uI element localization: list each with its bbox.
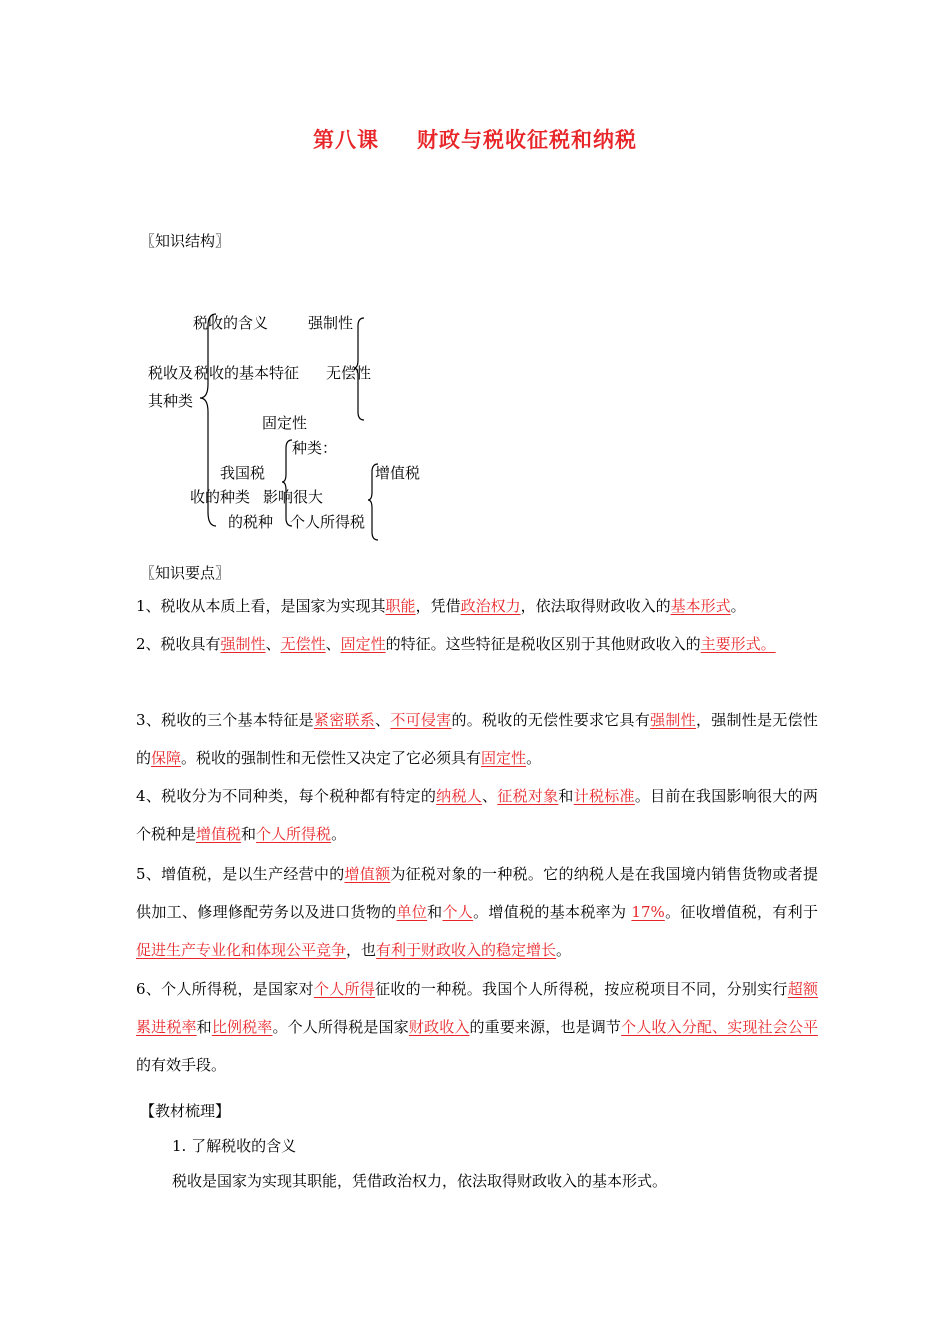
answer-text: 增值税 xyxy=(196,825,242,843)
title-lesson: 第八课 xyxy=(313,128,379,152)
node-vat: 增值税 xyxy=(375,464,421,482)
point-1 xyxy=(136,587,818,625)
point-text: 2、税收具有 xyxy=(136,635,221,653)
node-gratuitous: 无偿性 xyxy=(326,364,372,382)
point-text: 6、个人所得税，是国家对 xyxy=(136,980,314,998)
answer-text: 17% xyxy=(631,903,665,921)
point-text: ，依法取得财政收入的 xyxy=(520,597,671,615)
point-text: 。个人所得税是国家 xyxy=(272,1018,409,1036)
answer-text: 强制性 xyxy=(220,635,266,653)
point-text: 的。税收的无偿性要求它具有 xyxy=(451,711,651,729)
point-text: 和 xyxy=(558,787,574,805)
point-text: ，凭借 xyxy=(415,597,461,615)
node-root-line2: 其种类 xyxy=(148,392,194,410)
answer-text: 不可侵害 xyxy=(390,711,452,729)
answer-text: 有利于财政收入的稳定增长 xyxy=(376,941,557,959)
answer-text: 财政收入 xyxy=(408,1018,470,1036)
node-kinds-line1: 我国税 xyxy=(220,464,266,482)
answer-text: 比例税率 xyxy=(211,1018,273,1036)
point-text: 5、增值税，是以生产经营中的 xyxy=(136,865,345,883)
node-influence: 影响很大 xyxy=(263,488,324,506)
answer-text: 主要形式。 xyxy=(700,635,776,653)
answer-text: 固定性 xyxy=(481,749,527,767)
point-5 xyxy=(136,855,818,969)
answer-text: 增值额 xyxy=(344,865,391,883)
answer-text: 计税标准 xyxy=(573,787,635,805)
point-text: 。 xyxy=(556,941,572,959)
answer-text: 单位 xyxy=(396,903,428,921)
answer-text: 促进生产专业化和体现公平竞争 xyxy=(136,941,347,959)
textbook-item-1-text: 税收是国家为实现其职能，凭借政治权力，依法取得财政收入的基本形式。 xyxy=(172,1172,668,1190)
point-text: 。 xyxy=(730,597,746,615)
brace-kinds xyxy=(280,438,296,528)
point-text: 的重要来源，也是调节 xyxy=(469,1018,622,1036)
point-text: ，也 xyxy=(346,941,377,959)
answer-text: 职能 xyxy=(385,597,416,615)
point-text: 3、税收的三个基本特征是 xyxy=(136,711,314,729)
answer-text: 无偿性 xyxy=(280,635,326,653)
point-text: 和 xyxy=(427,903,443,921)
answer-text: 强制性 xyxy=(650,711,696,729)
point-text: ，强制性是无偿性的 xyxy=(136,711,818,767)
answer-text: 个人 xyxy=(442,903,474,921)
point-text: 和 xyxy=(196,1018,212,1036)
section-textbook-heading: 【教材梳理】 xyxy=(140,1102,231,1120)
node-kinds-line3: 的税种 xyxy=(228,513,274,531)
point-text: 。增值税的基本税率为 xyxy=(473,903,632,921)
answer-text: 政治权力 xyxy=(460,597,521,615)
node-meaning: 税收的含义 xyxy=(193,314,269,332)
answer-text: 固定性 xyxy=(340,635,386,653)
point-text: 、 xyxy=(325,635,341,653)
point-6 xyxy=(136,970,818,1084)
page-title xyxy=(0,124,950,154)
point-2 xyxy=(136,625,818,663)
point-text: 和 xyxy=(241,825,257,843)
point-4 xyxy=(136,777,818,853)
answer-text: 保障 xyxy=(151,749,182,767)
point-text: 、 xyxy=(265,635,281,653)
node-features: 税收的基本特征 xyxy=(194,364,300,382)
answer-text: 纳税人 xyxy=(436,787,483,805)
textbook-item-1: 1. 了解税收的含义 xyxy=(172,1137,297,1155)
node-pit: 个人所得税 xyxy=(290,513,366,531)
point-text: 。目前在我国影响很大的两个税种是 xyxy=(136,787,818,843)
point-text: 为征税对象的一种税。它的纳税人是在我国境内销售货物或者提供加工、修理修配劳务以及进口货物的 xyxy=(136,865,818,921)
node-kinds-line2: 收的种类 xyxy=(190,488,251,506)
point-text: 的特征。这些特征是税收区别于其他财政收入的 xyxy=(385,635,701,653)
point-text: 1、税收从本质上看，是国家为实现其 xyxy=(136,597,386,615)
point-text: 。征收增值税，有利于 xyxy=(664,903,818,921)
brace-features xyxy=(352,316,368,422)
answer-text: 个人所得税 xyxy=(256,825,332,843)
section-points-heading: 〖知识要点〗 xyxy=(140,564,231,582)
node-types: 种类： xyxy=(292,439,338,457)
point-text: 的有效手段。 xyxy=(136,1056,227,1074)
point-text: 。 xyxy=(526,749,542,767)
answer-text: 征税对象 xyxy=(497,787,559,805)
section-structure-heading: 〖知识结构〗 xyxy=(140,232,231,250)
title-topic: 财政与税收征税和纳税 xyxy=(417,128,637,152)
node-fixed: 固定性 xyxy=(262,414,308,432)
point-text: 。 xyxy=(331,825,347,843)
point-text: 4、税收分为不同种类，每个税种都有特定的 xyxy=(136,787,437,805)
point-text: 、 xyxy=(482,787,498,805)
node-compulsory: 强制性 xyxy=(308,314,354,332)
answer-text: 个人所得 xyxy=(313,980,376,998)
point-text: 。税收的强制性和无偿性又决定了它必须具有 xyxy=(181,749,482,767)
brace-taxes xyxy=(366,462,382,542)
answer-text: 基本形式 xyxy=(670,597,731,615)
node-root-line1: 税收及 xyxy=(148,364,194,382)
point-text: 、 xyxy=(375,711,391,729)
answer-text: 超额累进税率 xyxy=(136,980,818,1036)
answer-text: 个人收入分配、实现社会公平 xyxy=(621,1018,818,1036)
point-text: 征收的一种税。我国个人所得税，按应税项目不同，分别实行 xyxy=(375,980,788,998)
point-3 xyxy=(136,701,818,777)
answer-text: 紧密联系 xyxy=(313,711,376,729)
brace-main xyxy=(198,312,220,532)
